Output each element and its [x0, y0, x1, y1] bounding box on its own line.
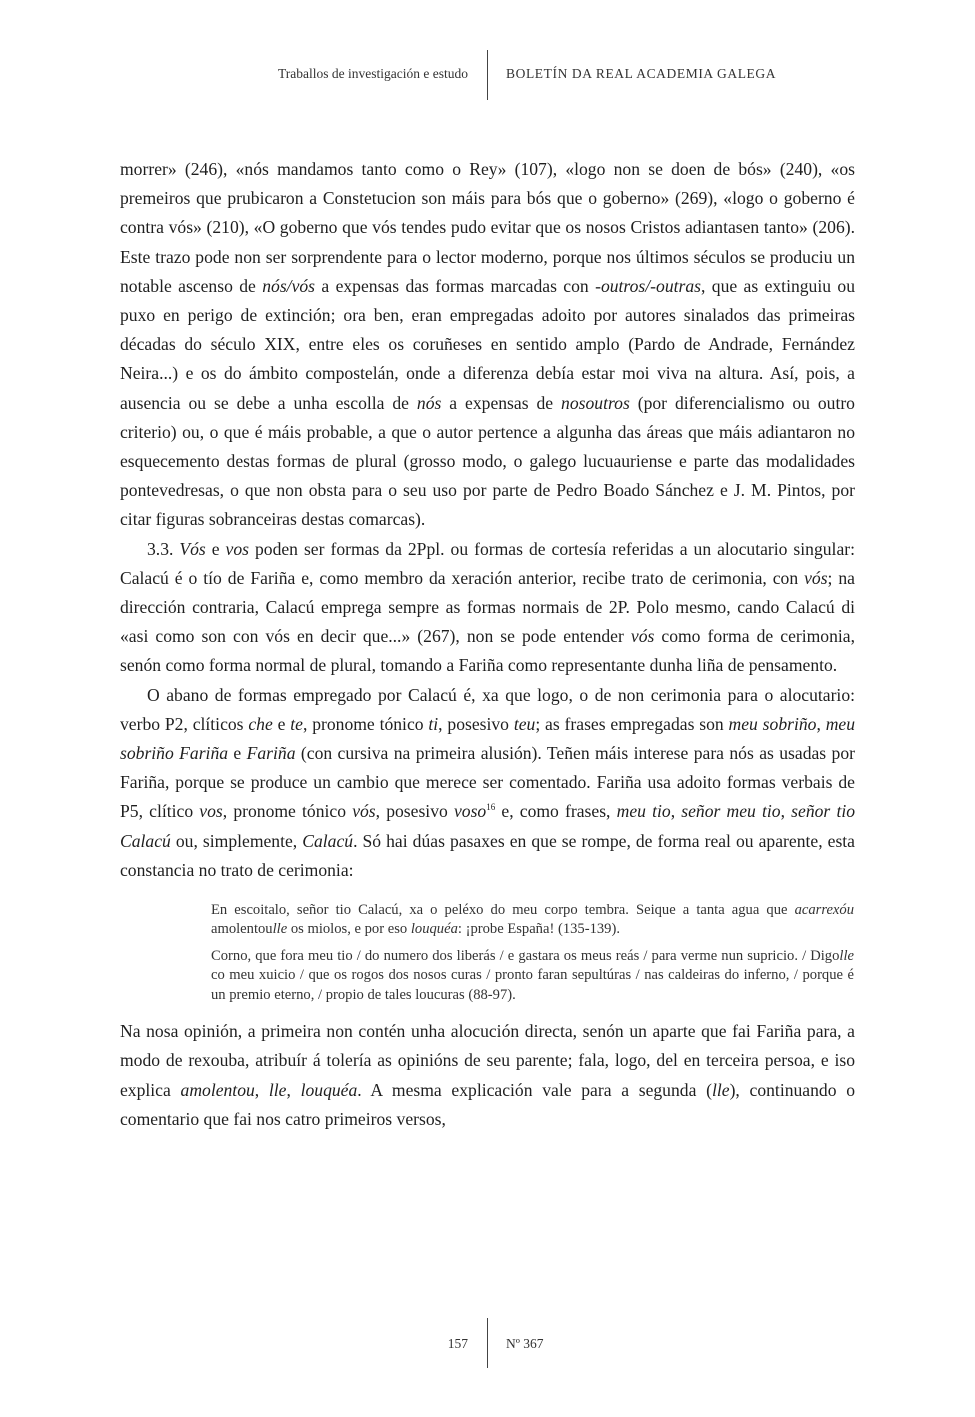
italic-term: -outros/-outras — [595, 275, 701, 296]
italic-term: vós — [630, 626, 655, 647]
paragraph-3: O abano de formas empregado por Calacú é, xa que logo, o de non cerimonia para o alocutario: verbo P2, clíticos che e te, pronome tónico ti, posesivo teu; as frases empregadas son meu sobriño, meu sobriño Fariña e Fariña (con cursiva na primeira alusión). Teñen máis interese para nós as usadas por Fariña, porque se produce un cambio que merece ser comentado. Fariña usa adoito formas verbais de P5, clítico vos, pronome tónico vós, posesivo voso$^{16}$ e, como frases, meu tio, señor meu tio, señor tio Calacú ou, simplemente, Calacú. Só hai dúas pasaxes en que se rompe, de forma real ou aparente, esta constancia no trato de cerimonia: — [120, 684, 856, 880]
italic-term: te — [290, 713, 303, 734]
italic-term: nós/vós — [262, 275, 316, 296]
paragraph-section-3-3: 3.3. Vós e vos poden ser formas da 2Ppl. ou formas de cortesía referidas a un alocutario singular: Calacú é o tío de Fariña e, como membro da xeración anterior, recibe trato de cerimonia, con vós; na dirección contraria, Calacú emprega sempre as formas normais de 2P. Polo mesmo, cando Calacú di «asi como son con vós en decir que...» (267), non se pode entender vós como forma de cerimonia, senón como forma normal de plural, tomando a Fariña como representante dunha liña de pensamento. — [120, 538, 855, 676]
italic-term: amolentou — [180, 1079, 255, 1100]
italic-term: vós — [804, 567, 828, 588]
italic-term: meu tio — [616, 801, 671, 822]
italic-term: Fariña — [246, 743, 296, 764]
italic-term: Calacú — [302, 830, 354, 851]
italic-term: louquéa — [410, 921, 458, 938]
body-text — [120, 155, 855, 1134]
italic-term: lle — [711, 1079, 730, 1100]
footnote-marker: 16 — [486, 802, 496, 813]
header-divider — [487, 50, 488, 100]
quotation-1: En escoitalo, señor tio Calacú, xa o peléxo do meu corpo tembra. Seique a tanta agua que acarrexóu amolentoulle os miolos, e por eso louquéa: ¡probe España! (135-139). — [211, 902, 854, 938]
italic-term: nosoutros — [561, 392, 630, 413]
italic-term: lle — [839, 947, 854, 964]
italic-term: señor tio Calacú — [120, 801, 856, 851]
italic-term: louquéa — [300, 1079, 358, 1100]
block-quotation — [211, 901, 854, 1005]
issue-number: Nº 367 — [506, 1336, 544, 1351]
italic-term: meu sobriño Fariña — [120, 713, 855, 764]
italic-term: lle — [272, 921, 288, 938]
italic-term: acarrexóu — [794, 902, 854, 919]
italic-term: señor meu tio — [681, 801, 781, 822]
running-header-section: Traballos de investigación e estudo — [278, 66, 468, 81]
paragraph-1: morrer» (246), «nós mandamos tanto como o Rey» (107), «logo non se doen de bós» (240), «os premeiros que prubicaron a Constetucion son máis para bós que o goberno» (269), «logo o goberno é contra vós» (210), «O goberno que vós tendes pudo evitar que os nosos Cristos adiantasen tanto» (206). Este trazo pode non ser sorprendente para o lector moderno, porque nos últimos séculos se produciu un notable ascenso de nós/vós a expensas das formas marcadas con -outros/-outras, que as extinguiu ou puxo en perigo de extinción; ora ben, eran empregadas adoito por autores sinalados das primeiras décadas do século XIX, entre eles os coruñeses en sentido amplo (Pardo de Andrade, Fernández Neira...) e os do ámbito compostelán, onde a diferenza debía estar moi viva na altura. Así, pois, a ausencia ou se debe a unha escolla de nós a expensas de nosoutros (por diferencialismo ou outro criterio) ou, o que é máis probable, a que o autor pertence a algunha das áreas que máis adiantaron no esquecemento destas formas de plural (grosso modo, o galego lucuauriense e parte das modalidades pontevedresas, o que non obsta para o seu uso por parte de Pedro Boado Sánchez e J. M. Pintos, por citar figuras sobranceiras destas comarcas). — [120, 159, 855, 530]
quotation-2: Corno, que fora meu tio / do numero dos liberás / e gastara os meus reás / para verme nun supricio. / Digolle co meu xuicio / que os rogos dos nosos curas / pronto faran sepultúras / nas caldeiras do inferno, / porque é un premio eterno, / propio de tales loucuras (88-97). — [211, 947, 854, 1003]
paragraph-4: Na nosa opinión, a primeira non contén unha alocución directa, senón un aparte que fai Fariña para, a modo de rexouba, atribuír á tolería as opinións de seu parente; fala, logo, del en terceira persoa, e iso explica amolentou, lle, louquéa. A mesma explicación vale para a segunda (lle), continuando o comentario que fai nos catro primeiros versos, — [120, 1021, 856, 1129]
italic-term: meu sobriño — [728, 713, 817, 734]
footer-divider — [487, 1318, 488, 1368]
italic-term: voso — [453, 801, 487, 822]
page-number: 157 — [447, 1336, 468, 1351]
italic-term: vós — [352, 801, 376, 822]
italic-term: nós — [416, 392, 442, 413]
italic-term: ti — [428, 713, 439, 734]
italic-term: vos — [225, 538, 249, 559]
italic-term: che — [248, 713, 273, 734]
italic-term: vos — [199, 801, 223, 822]
italic-term: teu — [513, 713, 536, 734]
italic-term: lle — [268, 1079, 287, 1100]
italic-term: Vós — [179, 538, 206, 559]
running-header-journal: BOLETÍN DA REAL ACADEMIA GALEGA — [506, 66, 777, 81]
